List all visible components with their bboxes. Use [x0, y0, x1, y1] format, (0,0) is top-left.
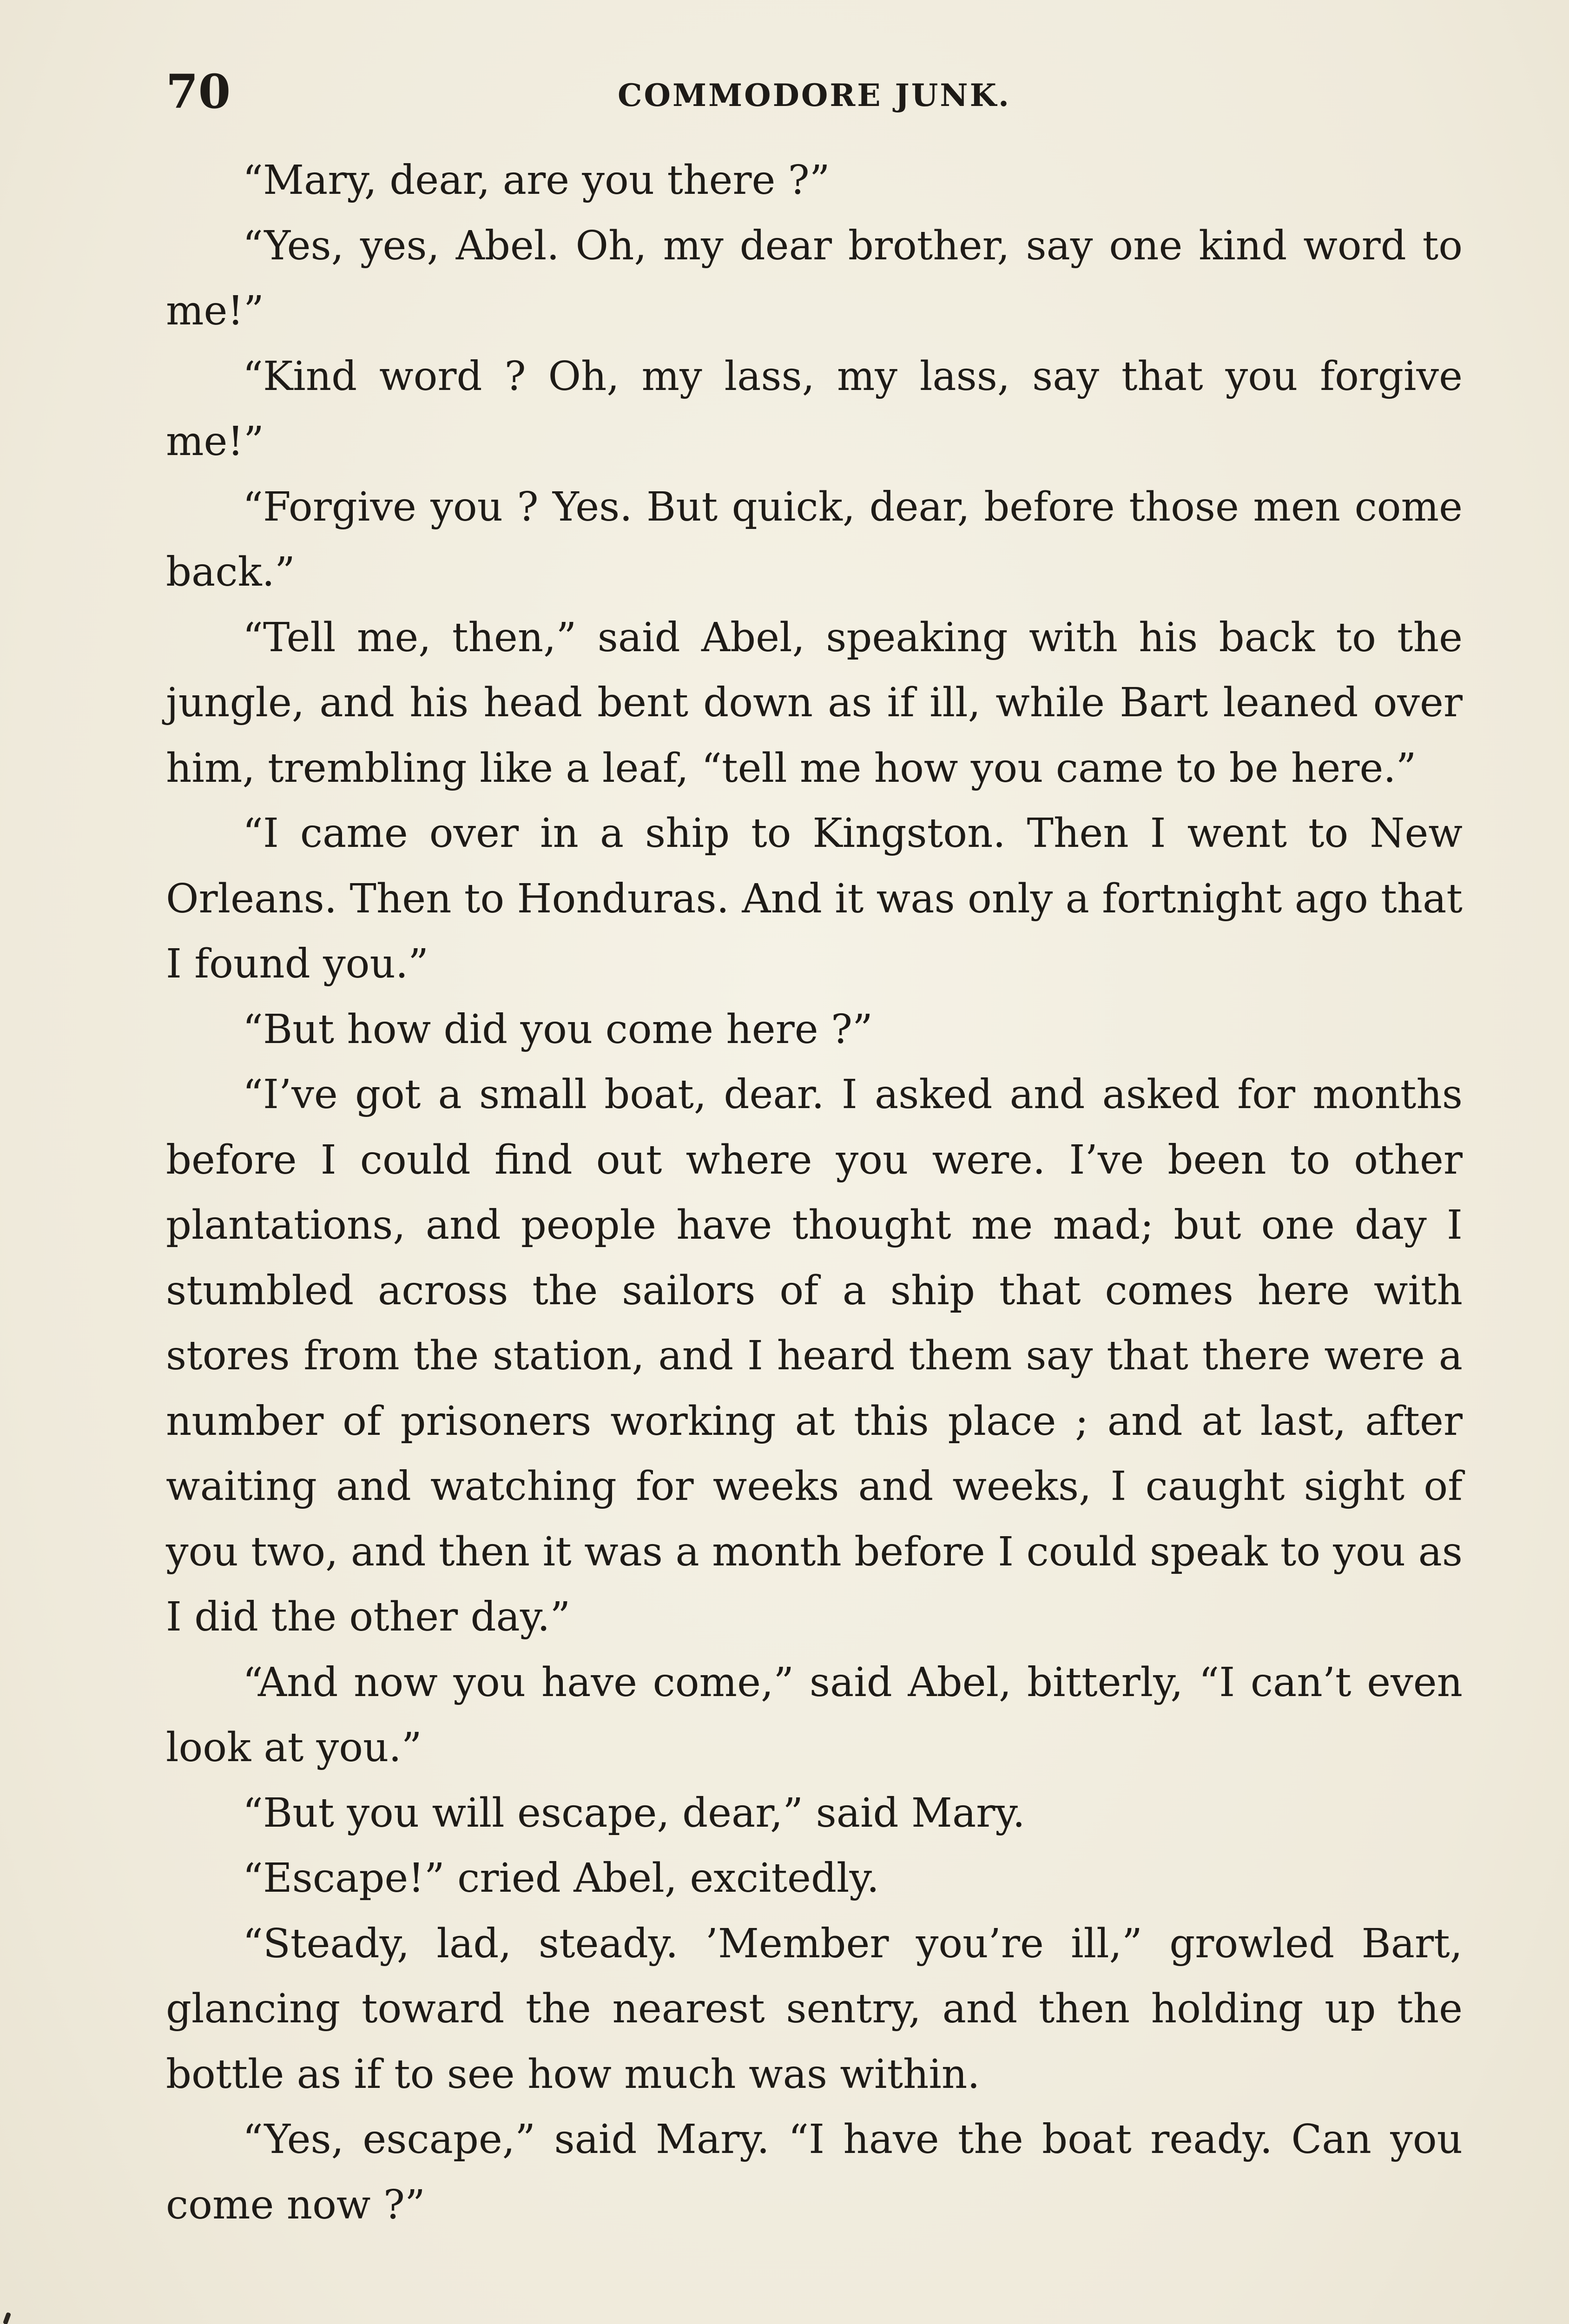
- paragraph: “Escape!” cried Abel, excitedly.: [243, 1855, 879, 1901]
- running-title: COMMODORE JUNK.: [618, 77, 1011, 113]
- paragraph: “Yes, escape,” said Mary. “I have the boat ready. Can you come now ?”: [166, 2116, 1463, 2228]
- body-text: [166, 148, 1463, 2238]
- paragraph: “Forgive you ? Yes. But quick, dear, before those men come back.”: [166, 483, 1463, 595]
- paragraph: “Kind word ? Oh, my lass, my lass, say that you forgive me!”: [166, 353, 1463, 465]
- paragraph: “And now you have come,” said Abel, bitterly, “I can’t even look at you.”: [166, 1659, 1463, 1771]
- paragraph: “Yes, yes, Abel. Oh, my dear brother, say one kind word to me!”: [166, 222, 1463, 334]
- paragraph: “I came over in a ship to Kingston. Then I went to New Orleans. Then to Honduras. And it was only a fortnight ago that I found you.”: [166, 810, 1463, 987]
- paragraph: “I’ve got a small boat, dear. I asked and asked for months before I could find out where you were. I’ve been to other plantations, and people have thought me mad; but one day I stumbled across the sailors of a ship that comes here with stores from the station, and I heard them say that there were a number of prisoners working at this place ; and at last, after waiting and watching for weeks and weeks, I caught sight of you two, and then it was a month before I could speak to you as I did the other day.”: [166, 1071, 1463, 1640]
- page-number: 70: [166, 64, 231, 119]
- paragraph: “Steady, lad, steady. ’Member you’re ill,” growled Bart, glancing toward the nearest sentry, and then holding up the bottle as if to see how much was within.: [166, 1920, 1463, 2098]
- paragraph: “Mary, dear, are you there ?”: [243, 157, 830, 204]
- paragraph: “But how did you come here ?”: [243, 1006, 873, 1053]
- ink-speck: [3, 2312, 11, 2324]
- paragraph: “But you will escape, dear,” said Mary.: [243, 1789, 1025, 1836]
- page-header: [166, 61, 1463, 122]
- paragraph: “Tell me, then,” said Abel, speaking with his back to the jungle, and his head bent down as if ill, while Bart leaned over him, trembling like a leaf, “tell me how you came to be here.”: [166, 614, 1463, 792]
